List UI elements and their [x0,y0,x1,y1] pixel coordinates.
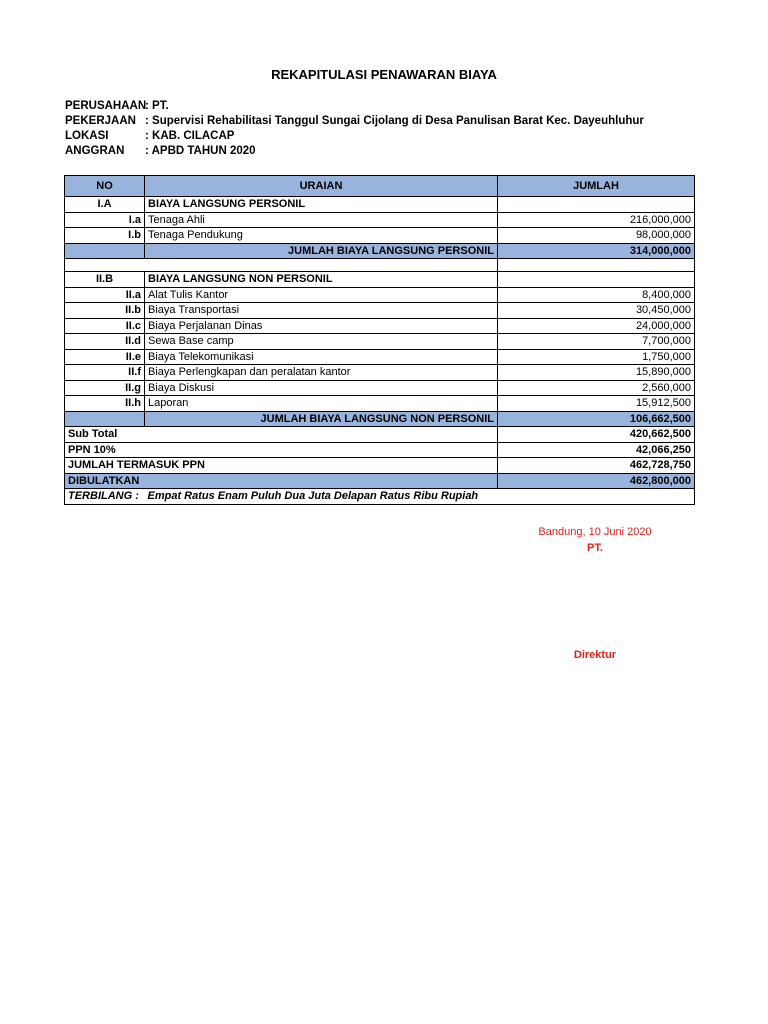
terbilang-row [65,489,695,505]
table-row [65,318,695,334]
item-no: I.b [65,228,145,244]
subtotal-row [65,427,695,443]
jumlah-termasuk-ppn-row [65,458,695,474]
item-no: II.h [65,396,145,412]
subtotal-value: 420,662,500 [498,427,695,443]
info-label: PEKERJAAN [65,115,136,127]
cost-recap-table [64,175,695,505]
total-value: 106,662,500 [498,411,695,427]
item-jumlah: 98,000,000 [498,228,695,244]
spacer-cell [498,259,695,272]
info-value: : APBD TAHUN 2020 [145,145,256,157]
section-title: BIAYA LANGSUNG NON PERSONIL [145,272,498,288]
info-label: PERUSAHAAN [65,100,147,112]
table-row [65,212,695,228]
item-uraian: Biaya Perjalanan Dinas [145,318,498,334]
section-no: II.B [65,272,145,288]
signature-role: Direktur [573,649,617,661]
item-jumlah: 216,000,000 [498,212,695,228]
terbilang-value: Empat Ratus Enam Puluh Dua Juta Delapan Ratus Ribu Rupiah [145,489,695,505]
dibulatkan-label: DIBULATKAN [65,473,498,489]
jumlah-termasuk-ppn-value: 462,728,750 [498,458,695,474]
info-value: : KAB. CILACAP [145,130,235,142]
spacer-row [65,259,695,272]
item-no: II.c [65,318,145,334]
dibulatkan-value: 462,800,000 [498,473,695,489]
project-info [65,99,644,159]
total-value: 314,000,000 [498,243,695,259]
table-row [65,334,695,350]
item-uraian: Biaya Transportasi [145,303,498,319]
section-amount-empty [498,197,695,213]
item-no: II.f [65,365,145,381]
subtotal-label: Sub Total [65,427,498,443]
table-row [65,396,695,412]
section-title: BIAYA LANGSUNG PERSONIL [145,197,498,213]
section-row-personil [65,197,695,213]
item-uraian: Tenaga Ahli [145,212,498,228]
item-uraian: Biaya Perlengkapan dan peralatan kantor [145,365,498,381]
info-anggran [65,144,644,159]
item-jumlah: 15,912,500 [498,396,695,412]
item-no: II.a [65,287,145,303]
header-uraian: URAIAN [145,176,498,197]
item-no: II.g [65,380,145,396]
table-row [65,380,695,396]
total-label: JUMLAH BIAYA LANGSUNG NON PERSONIL [145,411,498,427]
total-label: JUMLAH BIAYA LANGSUNG PERSONIL [145,243,498,259]
document-title: REKAPITULASI PENAWARAN BIAYA [271,67,497,82]
item-uraian: Sewa Base camp [145,334,498,350]
section-no: I.A [65,197,145,213]
item-no: II.b [65,303,145,319]
spacer-cell [65,259,145,272]
table-header-row [65,176,695,197]
total-row-non-personil [65,411,695,427]
table-row [65,365,695,381]
item-uraian: Biaya Diskusi [145,380,498,396]
item-jumlah: 24,000,000 [498,318,695,334]
dibulatkan-row [65,473,695,489]
info-value: : PT. [145,100,169,112]
section-amount-empty [498,272,695,288]
item-jumlah: 2,560,000 [498,380,695,396]
item-jumlah: 7,700,000 [498,334,695,350]
info-lokasi [65,129,644,144]
info-label: ANGGRAN [65,145,125,157]
header-no: NO [65,176,145,197]
item-jumlah: 8,400,000 [498,287,695,303]
info-perusahaan [65,99,644,114]
table-row [65,228,695,244]
item-no: II.e [65,349,145,365]
item-jumlah: 1,750,000 [498,349,695,365]
item-uraian: Tenaga Pendukung [145,228,498,244]
info-label: LOKASI [65,130,109,142]
info-value: : Supervisi Rehabilitasi Tanggul Sungai Cijolang di Desa Panulisan Barat Kec. Dayeuhluhur [145,115,644,127]
section-row-non-personil [65,272,695,288]
item-jumlah: 15,890,000 [498,365,695,381]
total-empty-cell [65,411,145,427]
item-jumlah: 30,450,000 [498,303,695,319]
total-row-personil [65,243,695,259]
ppn-label: PPN 10% [65,442,498,458]
info-pekerjaan [65,114,644,129]
ppn-value: 42,066,250 [498,442,695,458]
terbilang-label: TERBILANG : [65,489,145,505]
table-row [65,287,695,303]
header-jumlah: JUMLAH [498,176,695,197]
table-row [65,349,695,365]
signature-company: PT. [587,542,603,554]
item-uraian: Laporan [145,396,498,412]
table-row [65,303,695,319]
jumlah-termasuk-ppn-label: JUMLAH TERMASUK PPN [65,458,498,474]
item-uraian: Biaya Telekomunikasi [145,349,498,365]
item-no: I.a [65,212,145,228]
signature-place-date: Bandung, 10 Juni 2020 [538,526,652,538]
item-uraian: Alat Tulis Kantor [145,287,498,303]
item-no: II.d [65,334,145,350]
ppn-row [65,442,695,458]
spacer-cell [145,259,498,272]
total-empty-cell [65,243,145,259]
